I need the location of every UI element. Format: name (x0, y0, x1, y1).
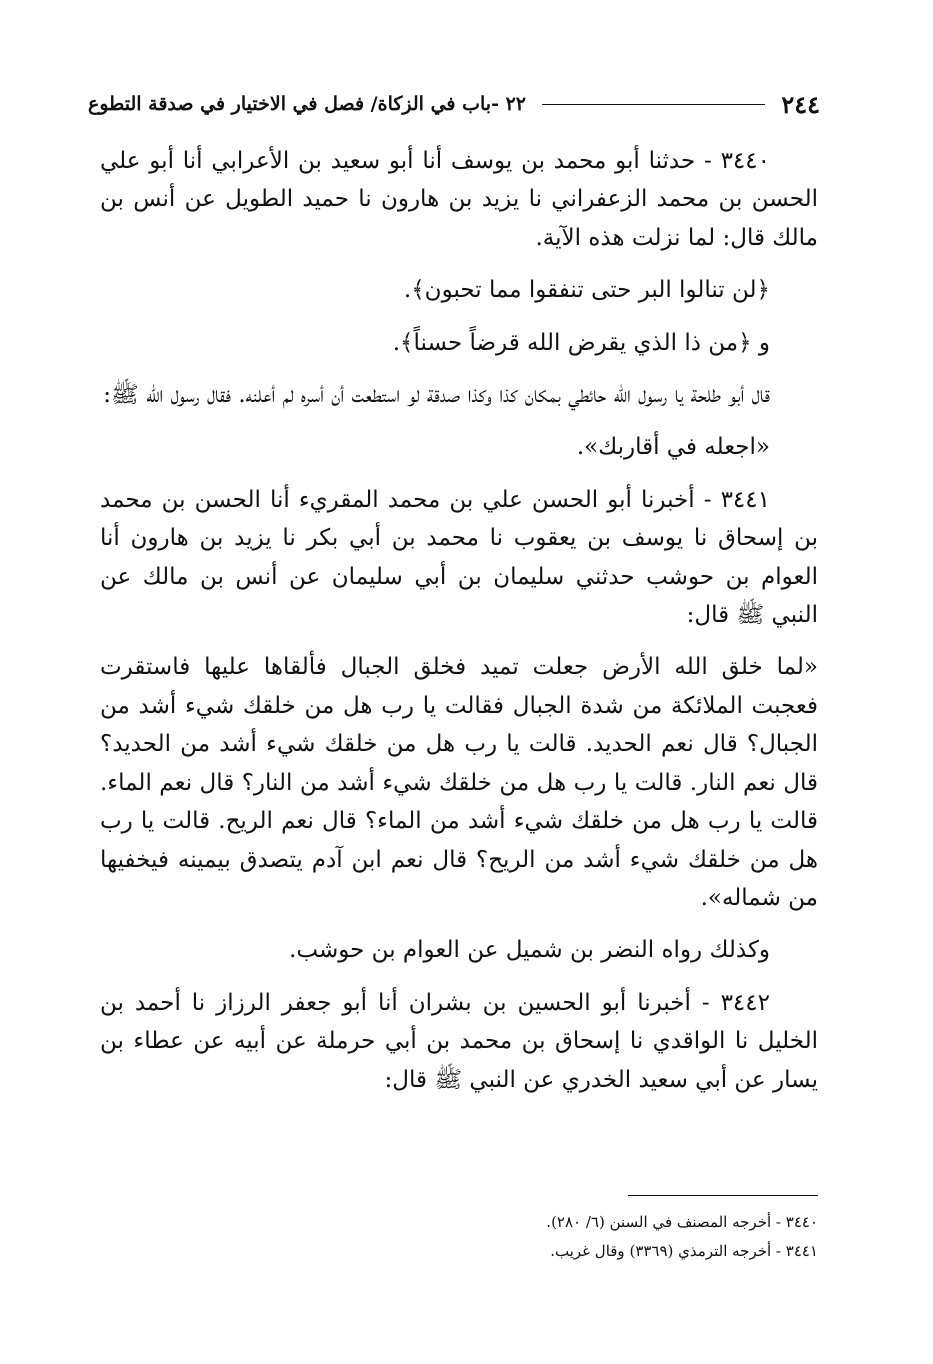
header-rule (542, 104, 765, 105)
main-text (100, 142, 818, 1099)
running-header (88, 88, 820, 120)
page-number: ٢٤٤ (781, 89, 820, 119)
chapter-title: ٢٢ -باب في الزكاة/ فصل في الاختيار في صدقة التطوع (88, 93, 526, 115)
hadith-3442: ٣٤٤٢ - أخبرنا أبو الحسين بن بشران أنا أبو جعفر الرزاز نا أحمد بن الخليل نا الواقدي نا إسحاق بن محمد بن أبي حرملة عن أبيه عن عطاء بن يسار عن أبي سعيد الخدري عن النبي ﷺ قال: (100, 989, 818, 1093)
abu-talha-statement: قال أبو طلحة يا رسول الله حائطي بمكان كذا وكذا صدقة لو استطعت أن أسره لم أعلنه. فقال رسول الله ﷺ: (103, 382, 770, 409)
footnote-3440: ٣٤٤٠ - أخرجه المصنف في السنن (٦/ ٢٨٠). (546, 1213, 818, 1231)
footnote-3441: ٣٤٤١ - أخرجه الترمذي (٣٣٦٩) وقال غريب. (550, 1242, 818, 1260)
footnotes (300, 1208, 818, 1266)
prophet-reply: «اجعله في أقاربك». (576, 434, 770, 461)
quran-verse-1: ﴿لن تنالوا البر حتى تنفقوا مما تحبون﴾. (403, 277, 770, 304)
quran-verse-2: و ﴿من ذا الذي يقرض الله قرضاً حسناً﴾. (392, 329, 770, 356)
hadith-3441: ٣٤٤١ - أخبرنا أبو الحسن علي بن محمد المقريء أنا الحسن بن محمد بن إسحاق نا يوسف بن يعقوب نا محمد بن أبي بكر نا يزيد بن هارون أنا العوام بن حوشب حدثني سليمان بن أبي سليمان عن أنس بن مالك عن النبي ﷺ قال: (100, 486, 818, 629)
footnote-rule (628, 1195, 818, 1196)
narration-note: وكذلك رواه النضر بن شميل عن العوام بن حوشب. (289, 937, 770, 964)
hadith-3441-text: «لما خلق الله الأرض جعلت تميد فخلق الجبال فألقاها عليها فاستقرت فعجبت الملائكة من شدة الجبال فقالت يا رب هل من خلقك شيء أشد من الجبال؟ قال نعم الحديد. قالت يا رب هل من خلقك شيء أشد من الحديد؟ قال نعم النار. قالت يا رب هل من خلقك شيء أشد من النار؟ قال نعم الماء. قالت يا رب هل من خلقك شيء أشد من الماء؟ قال نعم الريح. قالت يا رب هل من خلقك شيء أشد من الريح؟ قال نعم ابن آدم يتصدق بيمينه فيخفيها من شماله». (100, 654, 818, 911)
hadith-3440: ٣٤٤٠ - حدثنا أبو محمد بن يوسف أنا أبو سعيد بن الأعرابي أنا أبو علي الحسن بن محمد الزعفراني نا يزيد بن هارون نا حميد الطويل عن أنس بن مالك قال: لما نزلت هذه الآية. (100, 148, 818, 251)
